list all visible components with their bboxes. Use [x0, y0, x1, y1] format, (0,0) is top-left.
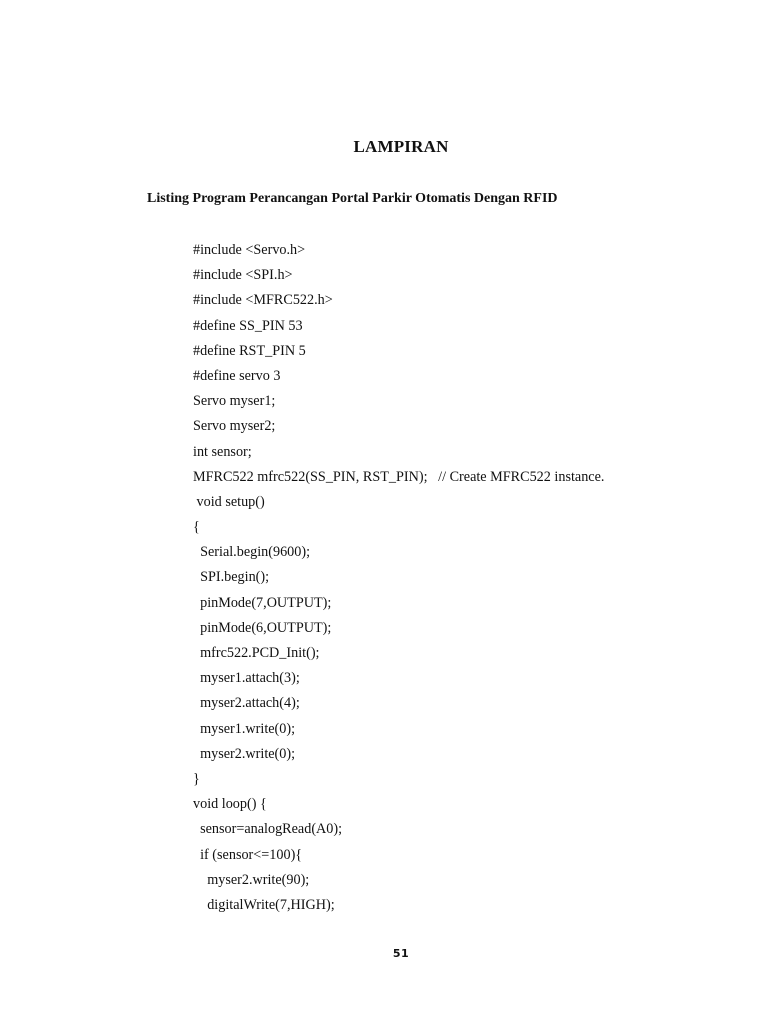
- code-line: #define servo 3: [193, 367, 281, 384]
- code-line: myser1.attach(3);: [193, 670, 300, 687]
- code-line: int sensor;: [193, 443, 252, 460]
- code-line: MFRC522 mfrc522(SS_PIN, RST_PIN); // Create MFRC522 instance.: [193, 468, 605, 485]
- code-line: Serial.begin(9600);: [193, 544, 311, 561]
- code-line: sensor=analogRead(A0);: [193, 821, 343, 838]
- code-line: #define RST_PIN 5: [193, 342, 306, 359]
- code-line: #include <SPI.h>: [193, 267, 293, 284]
- code-line: pinMode(7,OUTPUT);: [193, 594, 332, 611]
- code-line: myser1.write(0);: [193, 720, 296, 737]
- section-heading: Listing Program Perancangan Portal Parkir Otomatis Dengan RFID: [147, 191, 558, 206]
- code-line: myser2.write(0);: [193, 745, 296, 762]
- code-line: myser2.write(90);: [193, 871, 310, 888]
- code-line: }: [193, 770, 200, 787]
- code-line: void loop() {: [193, 796, 267, 813]
- code-line: {: [193, 519, 200, 536]
- page-title: LAMPIRAN: [353, 137, 449, 156]
- code-listing: [193, 240, 604, 920]
- page-number: 51: [392, 947, 410, 960]
- code-line: #define SS_PIN 53: [193, 317, 303, 334]
- code-line: void setup(): [193, 493, 265, 510]
- code-line: myser2.attach(4);: [193, 695, 300, 712]
- code-line: #include <Servo.h>: [193, 242, 306, 258]
- code-line: SPI.begin();: [193, 569, 270, 586]
- code-line: if (sensor<=100){: [193, 846, 303, 863]
- code-line: Servo myser1;: [193, 393, 276, 410]
- code-line: pinMode(6,OUTPUT);: [193, 619, 332, 636]
- code-line: #include <MFRC522.h>: [193, 292, 333, 309]
- code-line: digitalWrite(7,HIGH);: [193, 896, 335, 913]
- code-line: Servo myser2;: [193, 418, 276, 435]
- code-line: mfrc522.PCD_Init();: [193, 645, 320, 661]
